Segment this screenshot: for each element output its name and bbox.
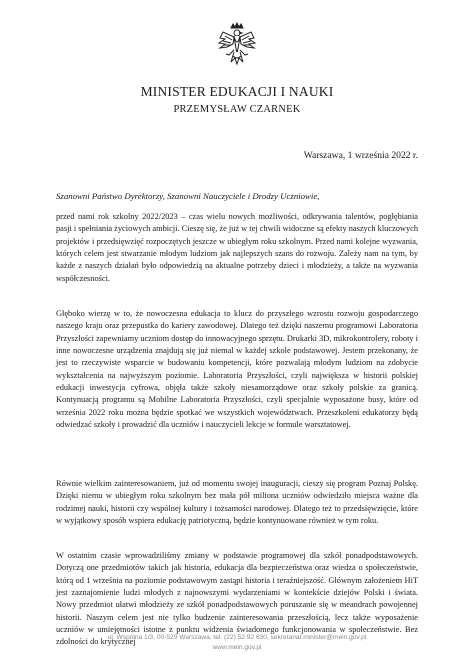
polish-eagle-emblem-icon bbox=[217, 22, 257, 72]
minister-name: PRZEMYSŁAW CZARNEK bbox=[173, 104, 301, 115]
paragraph-3: Równie wielkim zainteresowaniem, już od momentu swojej inauguracji, cieszy się program Poznaj Polskę. Dzięki niemu w ubiegłym roku szkolnym bez mała pół miliona uczniów odwiedziło miejsca ważne dla rodzimej nauki, historii czy wspólnej kultury i tożsamości narodowej. Dlatego też to przedsięwzięcie, które w wyjątkowy sposób wspiera edukację patriotyczną, będzie kontynuowane również w tym roku. bbox=[56, 479, 418, 526]
paragraph-4: W ostatnim czasie wprowadziliśmy zmiany w podstawie programowej dla szkół ponadpodstawowych. Dotyczą one przedmiotów takich jak historia, edukacja dla bezpieczeństwa oraz wiedza o społeczeństwie, którą od 1 września na poziomie podstawowym zastąpi historia i teraźniejszość. Głównym założeniem HiT jest zaznajomienie ludzi młodych z najnowszymi wydarzeniami w kontekście dziejów Polski i świata. Nowy przedmiot ułatwi młodzieży ze szkół ponadpodstawowych poruszanie się w meandrach powojennej historii. Naszym celem jest nie tylko budzenie zainteresowania przeszłością, lecz także wyposażenie uczniów w umiejętności istotne z punktu widzenia świadomego funkcjonowania w społeczeństwie. Bez zdolności do krytycznej bbox=[56, 551, 418, 647]
footer-address: ul. Wspólna 1/3, 00-529 Warszawa, tel. (22) 52 92 630, sekretariat.minister@mein.gov.pl bbox=[107, 634, 367, 641]
paragraph-1: przed nami rok szkolny 2022/2023 – czas wielu nowych możliwości, odkrywania talentów, pogłębiania pasji i spełniania życiowych ambicji. Cieszę się, że już w tej chwili widoczne są efekty naszych kluczowych projektów i przedsięwzięć rozpoczętych jeszcze w ubiegłym roku szkolnym. Przed nami kolejne wyzwania, których celem jest stwarzanie młodym ludziom jak najlepszych szans do rozwoju. Zależy nam na tym, by każde z naszych działań było odpowiedzią na aktualne potrzeby dzieci i młodzieży, a także na wyzwania współczesności. bbox=[56, 212, 418, 283]
footer-website: www.mein.gov.pl bbox=[212, 644, 262, 651]
letter-date: Warszawa, 1 września 2022 r. bbox=[303, 150, 418, 161]
letter-salutation: Szanowni Państwo Dyrektorzy, Szanowni Nauczyciele i Drodzy Uczniowie, bbox=[56, 191, 320, 201]
minister-title: MINISTER EDUKACJI I NAUKI bbox=[140, 84, 334, 99]
paragraph-2: Głęboko wierzę w to, że nowoczesna edukacja to klucz do przyszłego wzrostu rozwoju gospodarczego naszego kraju oraz przepustka do kariery zawodowej. Dlatego też dzięki naszemu programowi Laboratoria Przyszłości zapewniamy uczniom dostęp do innowacyjnego sprzętu. Drukarki 3D, mikrokontrolery, roboty i inne nowoczesne urządzenia znajdują się już niemal w każdej szkole podstawowej. Jestem przekonany, że jest to rzeczywiste wsparcie w budowaniu kompetencji, które pozwalają młodym ludziom na zdobycie wykształcenia na najwyższym poziomie. Laboratoria Przyszłości, czyli największa w historii polskiej edukacji inwestycja cyfrowa, objęła także szkoły niesamorządowe oraz szkoły polskie za granicą. Kontynuacją programu są Mobilne Laboratoria Przyszłości, czyli specjalnie wyposażone busy, które od września 2022 roku można będzie spotkać we wszystkich województwach. Przeszkoleni edukatorzy będą odwiedzać szkoły i prowadzić dla uczniów i nauczycieli lekcje w formule warsztatowej. bbox=[56, 309, 418, 430]
